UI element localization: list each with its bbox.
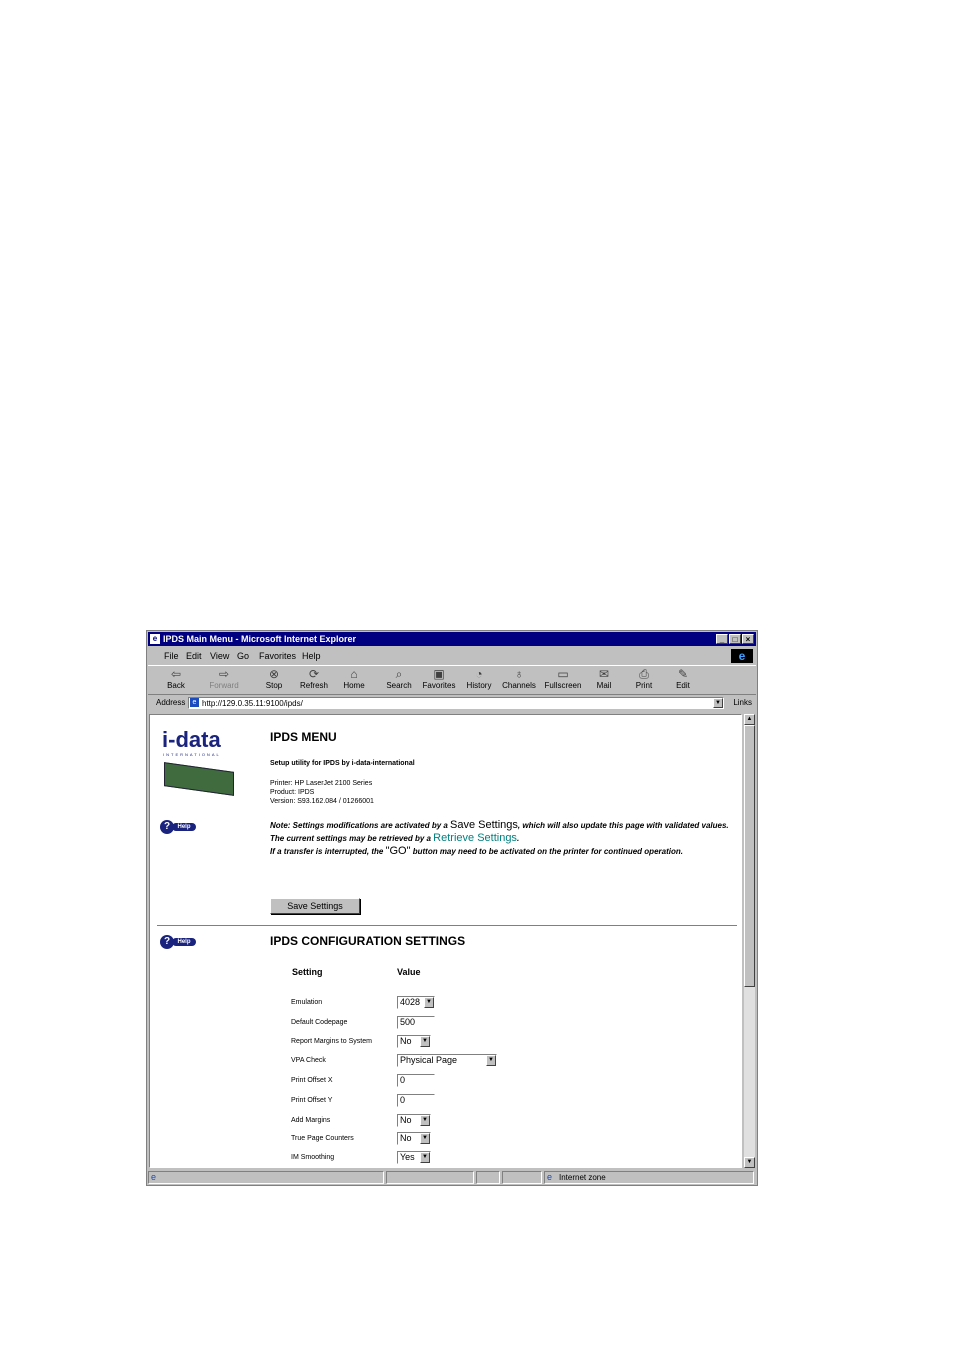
page-subtitle: Setup utility for IPDS by i-data-international <box>270 760 415 767</box>
im-smoothing-select[interactable]: Yes ▼ <box>397 1151 431 1164</box>
stop-button[interactable]: ⊗ Stop <box>254 667 294 693</box>
ie-logo-icon: e <box>731 649 753 663</box>
zone-panel <box>544 1171 754 1184</box>
logo-subtitle: INTERNATIONAL <box>163 752 221 757</box>
i-data-logo: i-data <box>162 727 221 752</box>
refresh-icon: ⟳ <box>308 667 320 681</box>
status-panel <box>502 1171 542 1184</box>
menu-favorites[interactable]: Favorites <box>259 651 297 661</box>
version-info: Version: S93.162.084 / 01266001 <box>270 798 374 805</box>
back-button[interactable]: ⇦ Back <box>156 667 196 693</box>
menu-bar <box>148 648 756 664</box>
setting-label-vpa-check: VPA Check <box>291 1057 326 1064</box>
scroll-up-button[interactable]: ▲ <box>744 714 755 725</box>
internet-zone-icon: e <box>547 1172 553 1182</box>
help-button[interactable]: ? Help <box>160 820 196 834</box>
refresh-button[interactable]: ⟳ Refresh <box>294 667 334 693</box>
save-settings-button[interactable]: Save Settings <box>270 898 360 914</box>
favorites-button[interactable]: ▣ Favorites <box>419 667 459 693</box>
divider <box>157 925 737 927</box>
address-label: Address <box>156 698 186 707</box>
channels-button[interactable]: ♁ Channels <box>499 667 539 693</box>
history-icon: ◔ <box>475 667 483 681</box>
config-title: IPDS CONFIGURATION SETTINGS <box>270 934 466 948</box>
status-bar <box>148 1170 756 1185</box>
search-icon: ⌕ <box>395 667 403 681</box>
favorites-icon: ▣ <box>433 667 445 681</box>
menu-go[interactable]: Go <box>237 651 250 661</box>
scroll-down-button[interactable]: ▼ <box>744 1157 755 1168</box>
column-header-value: Value <box>397 967 421 977</box>
address-url: http://129.0.35.11:9100/ipds/ <box>202 699 303 708</box>
setting-label-default-codepage: Default Codepage <box>291 1019 348 1026</box>
chevron-down-icon: ▼ <box>420 1152 430 1163</box>
ie-window-icon[interactable]: e <box>150 634 160 644</box>
window-title: IPDS Main Menu - Microsoft Internet Explorer <box>163 634 357 644</box>
printer-info: Printer: HP LaserJet 2100 Series <box>270 780 373 787</box>
setting-label-print-offset-y: Print Offset Y <box>291 1097 333 1104</box>
scroll-thumb[interactable] <box>744 725 755 987</box>
setting-label-true-page-counters: True Page Counters <box>291 1135 354 1142</box>
print-offset-y-input[interactable]: 0 <box>397 1094 435 1107</box>
vpa-check-select[interactable]: Physical Page ▼ <box>397 1054 497 1067</box>
menu-edit[interactable]: Edit <box>186 651 202 661</box>
minimize-button[interactable]: _ <box>716 634 728 644</box>
home-button[interactable]: ⌂ Home <box>334 667 374 693</box>
true-page-counters-select[interactable]: No ▼ <box>397 1132 431 1145</box>
fullscreen-icon: ▭ <box>557 667 569 681</box>
edit-icon: ✎ <box>677 667 689 681</box>
column-header-setting: Setting <box>292 967 323 977</box>
links-button[interactable]: Links <box>733 698 752 707</box>
emulation-select[interactable]: 4028 ▼ <box>397 996 435 1009</box>
page-content <box>149 714 742 1168</box>
product-board-image <box>164 762 234 796</box>
menu-file[interactable]: File <box>164 651 179 661</box>
chevron-down-icon: ▼ <box>424 997 434 1008</box>
fullscreen-button[interactable]: ▭ Fullscreen <box>544 667 582 690</box>
mail-button[interactable]: ✉ Mail <box>584 667 624 693</box>
help-question-icon: ? <box>160 935 174 949</box>
setting-label-im-smoothing: IM Smoothing <box>291 1154 335 1161</box>
config-help-button[interactable]: ? Help <box>160 935 196 949</box>
status-main-panel <box>148 1171 384 1184</box>
add-margins-select[interactable]: No ▼ <box>397 1114 431 1127</box>
home-icon: ⌂ <box>350 667 358 681</box>
note-text: Note: Settings modifications are activated by a Save Settings, which will also update this page with validated values. The current settings may be retrieved by a Retrieve Settings. If a transfer is interrupted, the "GO" button may need to be activated on the printer for continued operation. <box>270 819 729 857</box>
chevron-down-icon: ▼ <box>420 1133 430 1144</box>
history-button[interactable]: ◔ History <box>459 667 499 693</box>
back-icon: ⇦ <box>170 667 182 681</box>
setting-label-print-offset-x: Print Offset X <box>291 1077 333 1084</box>
page-status-icon: e <box>151 1172 157 1182</box>
address-bar <box>148 695 756 711</box>
stop-icon: ⊗ <box>268 667 280 681</box>
zone-text: Internet zone <box>559 1173 606 1182</box>
page-icon: e <box>190 698 199 707</box>
forward-button[interactable]: ⇨ Forward <box>204 667 244 693</box>
help-question-icon: ? <box>160 820 174 834</box>
setting-label-add-margins: Add Margins <box>291 1117 331 1124</box>
status-panel <box>386 1171 474 1184</box>
close-button[interactable]: × <box>742 634 754 644</box>
mail-icon: ✉ <box>598 667 610 681</box>
title-bar <box>148 632 756 646</box>
forward-icon: ⇨ <box>218 667 230 681</box>
setting-label-emulation: Emulation <box>291 999 323 1006</box>
browser-window <box>146 630 758 1186</box>
toolbar <box>148 665 756 695</box>
chevron-down-icon: ▼ <box>420 1036 430 1047</box>
default-codepage-input[interactable]: 500 <box>397 1016 435 1029</box>
channels-icon: ♁ <box>514 667 524 681</box>
menu-help[interactable]: Help <box>302 651 321 661</box>
print-button[interactable]: ⎙ Print <box>624 667 664 693</box>
page-title: IPDS MENU <box>270 730 337 744</box>
retrieve-settings-link[interactable]: Retrieve Settings <box>433 832 517 844</box>
menu-view[interactable]: View <box>210 651 230 661</box>
edit-button[interactable]: ✎ Edit <box>663 667 703 693</box>
address-input[interactable] <box>188 697 724 709</box>
product-info: Product: IPDS <box>270 789 315 796</box>
setting-label-report-margins: Report Margins to System <box>291 1038 372 1045</box>
status-panel <box>476 1171 500 1184</box>
maximize-button[interactable]: □ <box>729 634 741 644</box>
chevron-down-icon: ▼ <box>420 1115 430 1126</box>
print-offset-x-input[interactable]: 0 <box>397 1074 435 1087</box>
print-icon: ⎙ <box>639 667 649 681</box>
chevron-down-icon: ▼ <box>486 1055 496 1066</box>
vertical-scrollbar[interactable] <box>744 714 755 1168</box>
search-button[interactable]: ⌕ Search <box>379 667 419 693</box>
report-margins-select[interactable]: No ▼ <box>397 1035 431 1048</box>
address-dropdown-button[interactable]: ▼ <box>713 698 723 708</box>
